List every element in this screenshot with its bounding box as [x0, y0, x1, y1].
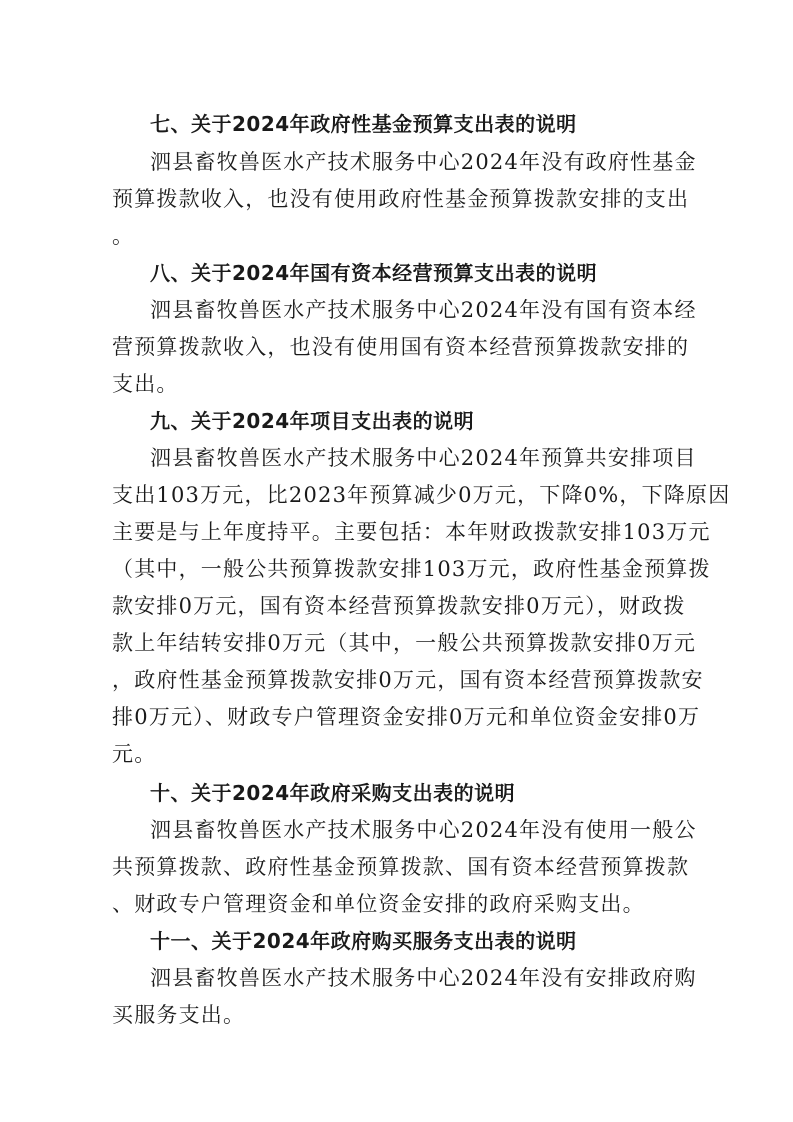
section-10-heading: 十、关于2024年政府采购支出表的说明: [150, 781, 516, 805]
section-9-line-2: 支出103万元，比2023年预算减少0万元，下降0%，下降原因: [112, 483, 731, 507]
section-9-line-3: 主要是与上年度持平。主要包括：本年财政拨款安排103万元: [112, 520, 711, 544]
section-9-line-9: 元。: [112, 742, 157, 766]
section-9-line-6: 款上年结转安排0万元（其中，一般公共预算拨款安排0万元: [112, 631, 697, 655]
section-10-line-1: 泗县畜牧兽医水产技术服务中心2024年没有使用一般公: [150, 818, 697, 842]
section-8-line-1: 泗县畜牧兽医水产技术服务中心2024年没有国有资本经: [150, 298, 697, 322]
section-8-line-3: 支出。: [112, 372, 179, 396]
section-10-line-3: 、财政专户管理资金和单位资金安排的政府采购支出。: [112, 892, 645, 916]
section-11-line-1: 泗县畜牧兽医水产技术服务中心2024年没有安排政府购: [150, 966, 697, 990]
section-7-heading: 七、关于2024年政府性基金预算支出表的说明: [150, 112, 577, 136]
section-9-line-7: ，政府性基金预算拨款安排0万元，国有资本经营预算拨款安: [112, 668, 704, 692]
section-9-line-4: （其中，一般公共预算拨款安排103万元，政府性基金预算拨: [112, 557, 711, 581]
section-11-heading: 十一、关于2024年政府购买服务支出表的说明: [150, 929, 577, 953]
section-8-heading: 八、关于2024年国有资本经营预算支出表的说明: [150, 261, 598, 285]
section-9-line-1: 泗县畜牧兽医水产技术服务中心2024年预算共安排项目: [150, 446, 697, 470]
section-8-line-2: 营预算拨款收入，也没有使用国有资本经营预算拨款安排的: [112, 335, 690, 359]
section-9-line-5: 款安排0万元，国有资本经营预算拨款安排0万元），财政拨: [112, 594, 686, 618]
section-11-line-2: 买服务支出。: [112, 1003, 246, 1027]
section-7-line-3: 。: [112, 224, 135, 248]
section-7-line-1: 泗县畜牧兽医水产技术服务中心2024年没有政府性基金: [150, 150, 697, 174]
section-7-line-2: 预算拨款收入，也没有使用政府性基金预算拨款安排的支出: [112, 187, 690, 211]
section-9-line-8: 排0万元）、财政专户管理资金安排0万元和单位资金安排0万: [112, 705, 701, 729]
section-10-line-2: 共预算拨款、政府性基金预算拨款、国有资本经营预算拨款: [112, 855, 690, 879]
section-9-heading: 九、关于2024年项目支出表的说明: [150, 409, 475, 433]
